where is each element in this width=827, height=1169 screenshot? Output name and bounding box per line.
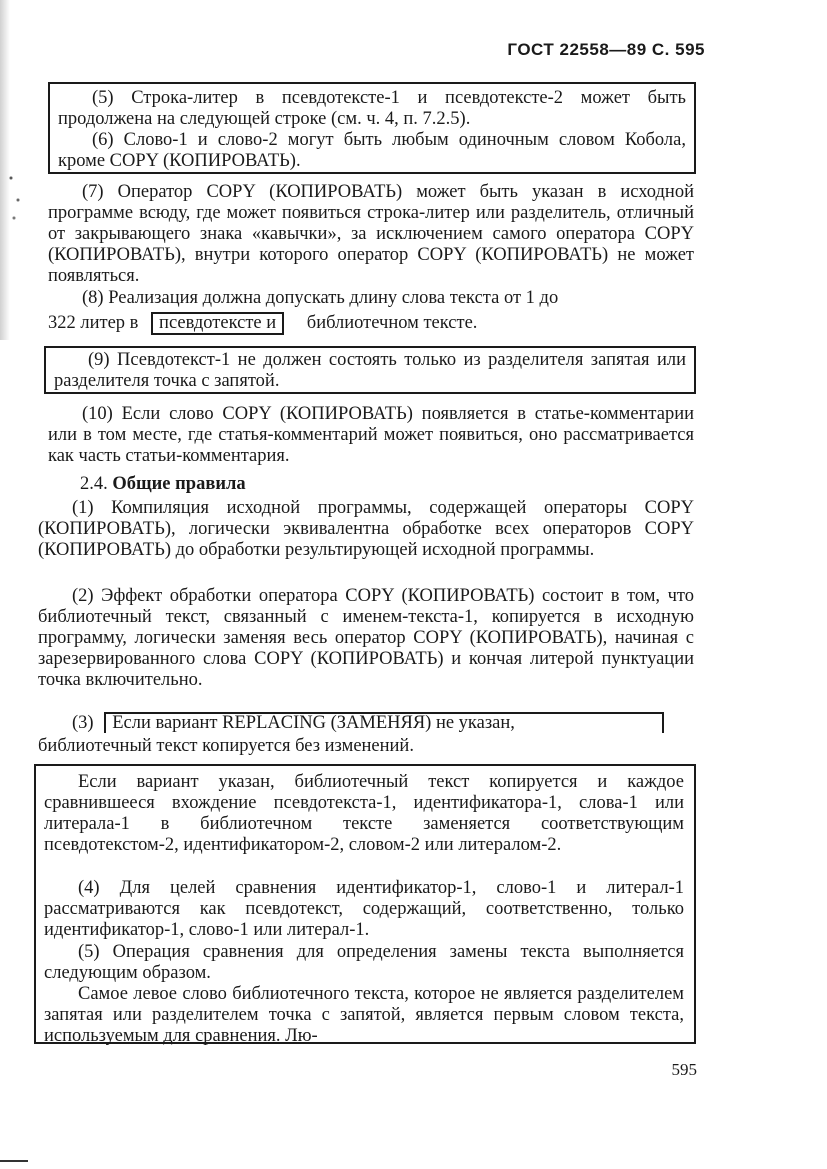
item-7: (7) Оператор COPY (КОПИРОВАТЬ) может быть указан в исходной программе всюду, где может появиться строка-литер или разделитель, отличный от закрывающего знака «кавычки», за исключением самого оператора COPY (КОПИРОВАТЬ), внутри которого оператор COPY (КОПИРОВАТЬ) не может появляться. xyxy=(48,182,694,286)
rule-1: (1) Компиляция исходной программы, содержащей операторы COPY (КОПИРОВАТЬ), логически эквивалентна обработке всех операторов COPY (КОПИРОВАТЬ) до обработки результирующей исходной программы. xyxy=(38,498,694,560)
boxed-block-3 xyxy=(34,764,696,1044)
rule-4: (4) Для целей сравнения идентификатор-1, слово-1 и литерал-1 рассматриваются как псевдотекст, содержащий, соответственно, только идентификатор-1, слово-1 или литерал-1. xyxy=(44,878,684,940)
item-9: (9) Псевдотекст-1 не должен состоять только из разделителя запятая или разделителя точка с запятой. xyxy=(54,350,686,391)
item-6: (6) Слово-1 и слово-2 могут быть любым одиночным словом Кобола, кроме COPY (КОПИРОВАТЬ). xyxy=(58,130,686,171)
item-8-post: библиотечном тексте. xyxy=(306,313,478,333)
scan-noise xyxy=(6,170,26,230)
item-5: (5) Строка-литер в псевдотексте-1 и псевдотексте-2 может быть продолжена на следующей строке (см. ч. 4, п. 7.2.5). xyxy=(58,88,686,129)
section-title: Общие правила xyxy=(112,474,246,494)
rule-3-boxed: Если вариант REPLACING (ЗАМЕНЯЯ) не указан, xyxy=(104,712,664,733)
item-8-pre: 322 литер в xyxy=(48,313,139,333)
item-8-boxed: псевдотексте и xyxy=(151,312,284,335)
rule-5: (5) Операция сравнения для определения замены текста выполняется следующим образом. xyxy=(44,942,684,983)
item-10: (10) Если слово COPY (КОПИРОВАТЬ) появляется в статье-комментарии или в том месте, где статья-комментарий может появиться, оно рассматривается как часть статьи-комментария. xyxy=(48,404,694,466)
leftmost-word-text: Самое левое слово библиотечного текста, которое не является разделителем запятая или разделителем точка с запятой, является первым словом текста, используемым для сравнения. Лю- xyxy=(44,984,684,1046)
rule-3-line1 xyxy=(38,712,694,734)
rule-3-rest: библиотечный текст копируется без изменений. xyxy=(38,736,414,756)
boxed-block-2 xyxy=(44,346,696,394)
section-number: 2.4. xyxy=(80,474,108,494)
item-8-line2 xyxy=(48,312,694,335)
rule-2: (2) Эффект обработки оператора COPY (КОПИРОВАТЬ) состоит в том, что библиотечный текст, связанный с именем-текста-1, копируется в исходную программу, логически заменяя весь оператор COPY (КОПИРОВАТЬ), начиная с зарезервированного слова COPY (КОПИРОВАТЬ) и кончая литерой пунктуации точка включительно. xyxy=(38,586,694,690)
item-8-line1: (8) Реализация должна допускать длину слова текста от 1 до xyxy=(82,288,559,308)
replacing-text: Если вариант указан, библиотечный текст копируется и каждое сравнившееся вхождение псевдотекста-1, идентификатора-1, слова-1 или литерала-1 в библиотечном тексте заменяется соответствующим псевдотекстом-2, идентификатором-2, словом-2 или литералом-2. xyxy=(44,772,684,855)
page-header: ГОСТ 22558—89 С. 595 xyxy=(507,40,705,59)
page-number: 595 xyxy=(671,1060,697,1079)
boxed-block-1 xyxy=(48,82,696,174)
scan-dash xyxy=(0,1160,28,1162)
section-heading xyxy=(80,474,580,495)
rule-3-num: (3) xyxy=(72,713,94,733)
